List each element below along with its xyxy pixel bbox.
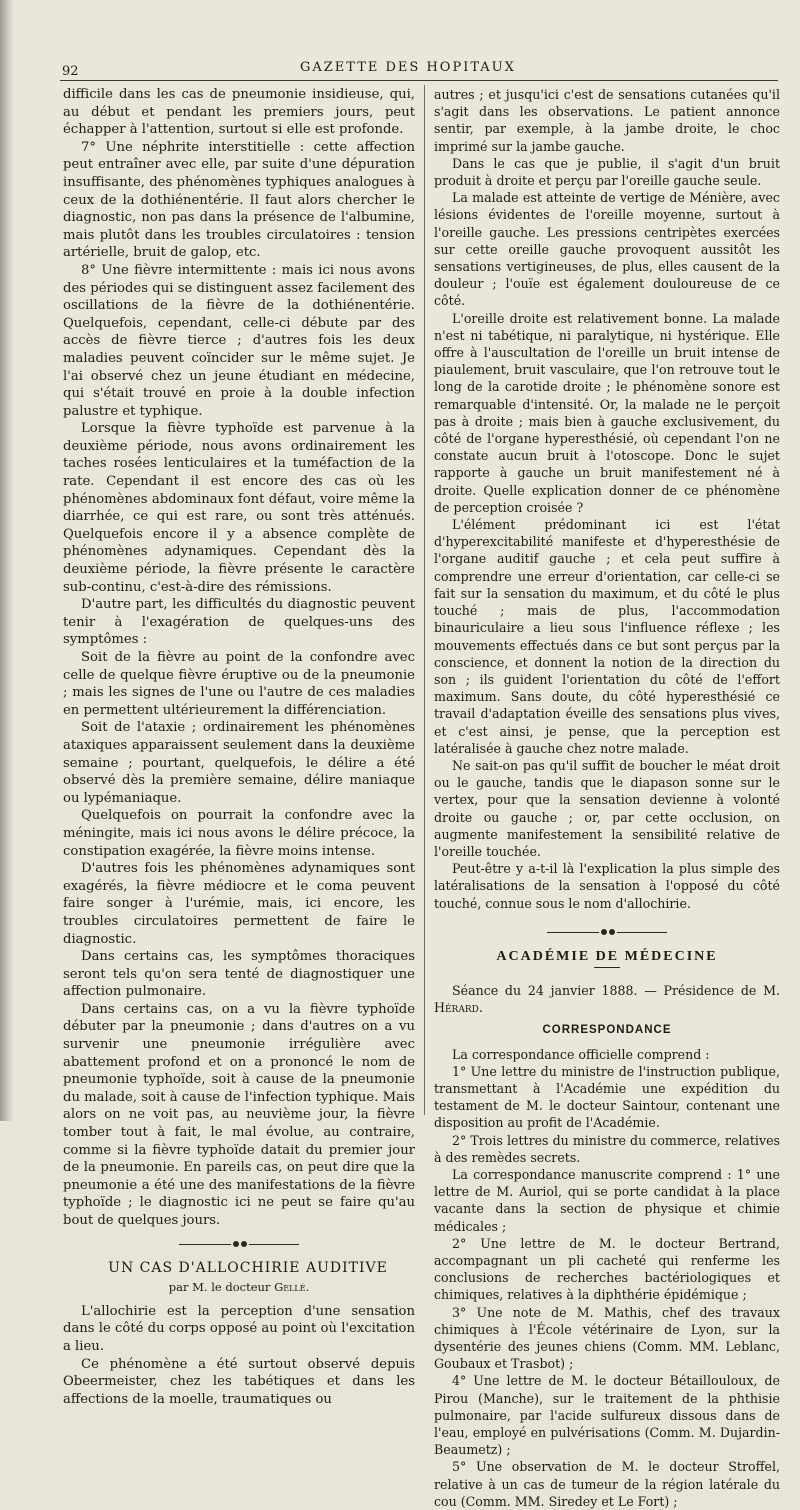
paragraph: Dans certains cas, les symptômes thoraciques seront tels qu'on sera tenté de diagnostiquer une affection pulmonaire. bbox=[63, 949, 415, 1000]
paragraph: Quelquefois on pourrait la confondre avec la méningite, mais ici nous avons le délire précoce, la constipation exagérée, la fièvre moins intense. bbox=[63, 808, 415, 859]
left-column bbox=[63, 86, 415, 1408]
paragraph: La malade est atteinte de vertige de Ménière, avec lésions évidentes de l'oreille moyenne, surtout à l'oreille gauche. Les pressions centripètes exercées sur cette oreille gauche provoquent aussitôt les sensations vertigineuses, de plus, elles causent de la douleur ; l'ouïe est également douloureuse de ce côté. bbox=[434, 190, 780, 309]
paragraph: D'autres fois les phénomènes adynamiques sont exagérés, la fièvre médiocre et le coma peuvent faire songer à l'urémie, mais, ici encore, les troubles circulatoires permettent de faire le diagnostic. bbox=[63, 861, 415, 947]
column-divider bbox=[424, 85, 425, 1115]
paragraph: 5° Une observation de M. le docteur Stroffel, relative à un cas de tumeur de la région latérale du cou (Comm. MM. Siredey et Le Fort) ; bbox=[434, 1459, 780, 1509]
paragraph: 3° Une note de M. Mathis, chef des travaux chimiques à l'École vétérinaire de Lyon, sur la dysentérie des jeunes chiens (Comm. MM. Leblanc, Goubaux et Trasbot) ; bbox=[434, 1304, 780, 1372]
article-byline bbox=[63, 1279, 415, 1297]
seance-president: Hérard. bbox=[434, 1000, 483, 1016]
byline-author: Gellé. bbox=[274, 1280, 310, 1295]
paragraph: Dans certains cas, on a vu la fièvre typhoïde débuter par la pneumonie ; dans d'autres on a vu survenir une pneumonie irrégulière avec abattement profond et on a prononcé le nom de pneumonie typhoïde, soit à cause de la pneumonie du malade, soit à cause de l'infection typhique. Mais alors on ne voit pas, au neuvième jour, la fièvre tomber tout à fait, le mal évolue, au contraire, comme si la fièvre typhoïde datait du premier jour de la pneumonie. En pareils cas, on peut dire que la pneumonie a été une des manifestations de la fièvre typhoïde ; le diagnostic ici ne peut se faire qu'au bout de quelques jours. bbox=[63, 1001, 415, 1228]
paragraph: difficile dans les cas de pneumonie insidieuse, qui, au début et pendant les premiers jours, peut échapper à l'attention, surtout si elle est profonde. bbox=[63, 87, 415, 138]
seance-line bbox=[434, 982, 780, 1016]
article-title: UN CAS D'ALLOCHIRIE AUDITIVE bbox=[108, 1259, 388, 1276]
seance-text: Séance du 24 janvier 1888. — Présidence de M. bbox=[452, 982, 780, 998]
paragraph: Dans le cas que je publie, il s'agit d'un bruit produit à droite et perçu par l'oreille gauche seule. bbox=[434, 155, 780, 189]
section-ornament bbox=[547, 926, 667, 940]
paragraph: 8° Une fièvre intermittente : mais ici nous avons des périodes qui se distinguent assez facilement des oscillations de la fièvre de la dothiénentérie. Quelquefois, cependant, celle-ci débute par des accès de fièvre tierce ; d'autres fois les deux maladies peuvent coïncider sur le même sujet. Je l'ai observé chez un jeune étudiant en médecine, qui s'était trouvé en proie à la double infection palustre et typhique. bbox=[63, 262, 415, 419]
section-title: ACADÉMIE DE MÉDECINE bbox=[496, 948, 718, 964]
section-ornament bbox=[179, 1238, 299, 1252]
header-rule bbox=[60, 80, 778, 81]
paragraph: Ce phénomène a été surtout observé depuis Obeermeister, chez les tabétiques et dans les affections de la moelle, traumatiques ou bbox=[63, 1356, 415, 1407]
paragraph: L'allochirie est la perception d'une sensation dans le côté du corps opposé au point où l'excitation a lieu. bbox=[63, 1303, 415, 1354]
paragraph: 2° Une lettre de M. le docteur Bertrand, accompagnant un pli cacheté qui renferme les conclusions de recherches bactériologiques et chimiques, relatives à la diphthérie épidémique ; bbox=[434, 1235, 780, 1303]
paragraph: L'oreille droite est relativement bonne. La malade n'est ni tabétique, ni paralytique, ni hystérique. Elle offre à l'auscultation de l'oreille un bruit intense de piaulement, bruit vasculaire, que l'on retrouve tout le long de la carotide droite ; le phénomène sonore est remarquable d'intensité. Or, la malade ne le perçoit pas à droite ; mais bien à gauche exclusivement, du côté de l'organe hyperesthésié, où cependant l'on ne constate aucun bruit à l'otoscope. Donc le sujet rapporte à gauche un bruit manifestement né à droite. Quelle explication donner de ce phénomène de perception croisée ? bbox=[434, 310, 780, 515]
byline-prefix: par M. le docteur bbox=[168, 1280, 271, 1295]
paragraph: 2° Trois lettres du ministre du commerce, relatives à des remèdes secrets. bbox=[434, 1132, 780, 1165]
paragraph: Soit de l'ataxie ; ordinairement les phénomènes ataxiques apparaissent seulement dans la deuxième semaine ; pourtant, quelquefois, le délire a été observé dès la première semaine, délire maniaque ou lypémaniaque. bbox=[63, 720, 415, 806]
title-rule bbox=[594, 967, 620, 968]
correspondance-heading: CORRESPONDANCE bbox=[542, 1024, 672, 1037]
paragraph: D'autre part, les difficultés du diagnostic peuvent tenir à l'exagération de quelques-uns des symptômes : bbox=[63, 597, 415, 648]
paragraph: La correspondance officielle comprend : bbox=[452, 1046, 710, 1062]
paragraph: 4° Une lettre de M. le docteur Bétaillouloux, de Pirou (Manche), sur le traitement de la phthisie pulmonaire, par l'acide sulfureux dissous dans de l'eau, employé en pulvérisations (Comm. M. Dujardin-Beaumetz) ; bbox=[434, 1373, 780, 1458]
paragraph: autres ; et jusqu'ici c'est de sensations cutanées qu'il s'agit dans les observations. Le patient annonce sentir, par exemple, à la jambe droite, le choc imprimé sur la jambe gauche. bbox=[434, 87, 780, 154]
paragraph: Peut-être y a-t-il là l'explication la plus simple des latéralisations de la sensation à l'opposé du côté touché, connue sous le nom d'allochirie. bbox=[434, 861, 780, 911]
page-number: 92 bbox=[62, 64, 79, 79]
paragraph: Lorsque la fièvre typhoïde est parvenue à la deuxième période, nous avons ordinairement les taches rosées lenticulaires et la tuméfaction de la rate. Cependant il est encore des cas où les phénomènes abdominaux font défaut, voire même la diarrhée, ce qui est rare, ou sont très atténués. Quelquefois encore il y a absence complète de phénomènes adynamiques. Cependant dès la deuxième période, la fièvre présente le caractère sub-continu, c'est-à-dire des rémissions. bbox=[63, 421, 415, 595]
paragraph: 1° Une lettre du ministre de l'instruction publique, transmettant à l'Académie une expédition du testament de M. le docteur Saintour, contenant une disposition au profit de l'Académie. bbox=[434, 1063, 780, 1131]
running-title: GAZETTE DES HOPITAUX bbox=[300, 60, 516, 75]
paragraph: La correspondance manuscrite comprend : 1° une lettre de M. Auriol, qui se porte candidat à la place vacante dans la section de physique et chimie médicales ; bbox=[434, 1166, 780, 1234]
paragraph: Soit de la fièvre au point de la confondre avec celle de quelque fièvre éruptive ou de la pneumonie ; mais les signes de l'une ou l'autre de ces maladies en permettent ultérieurement la différenciation. bbox=[63, 650, 415, 718]
paragraph: L'élément prédominant ici est l'état d'hyperexcitabilité manifeste et d'hyperesthésie de l'organe auditif gauche ; et cela peut suffire à comprendre une erreur d'orientation, car celle-ci se fait sur la sensation du maximum, et du côté le plus touché ; mais de plus, l'accommodation binauriculaire a lieu sous l'influence réflexe ; les mouvements effectués dans ce but sont perçus par la conscience, et donnent la notion de la direction du son ; ils guident l'orientation du côté de l'effort maximum. Sans doute, du côté hyperesthésié ce travail d'adaptation éveille des sensations plus vives, et c'est ainsi, je pense, que la perception est latéralisée à gauche chez notre malade. bbox=[434, 517, 780, 756]
paragraph: Ne sait-on pas qu'il suffit de boucher le méat droit ou le gauche, tandis que le diapason sonne sur le vertex, pour que la sensation devienne à volonté droite ou gauche ; or, par cette occlusion, on augmente manifestement la sensibilité relative de l'oreille touchée. bbox=[434, 757, 780, 859]
paragraph: 7° Une néphrite interstitielle : cette affection peut entraîner avec elle, par suite d'une dépuration insuffisante, des phénomènes typhiques analogues à ceux de la dothiénentérie. Il faut alors chercher le diagnostic, non pas dans la présence de l'albumine, mais plutôt dans les troubles circulatoires : tension artérielle, bruit de galop, etc. bbox=[63, 139, 415, 261]
page-binding-shadow bbox=[0, 0, 14, 1121]
right-column bbox=[434, 86, 780, 1510]
